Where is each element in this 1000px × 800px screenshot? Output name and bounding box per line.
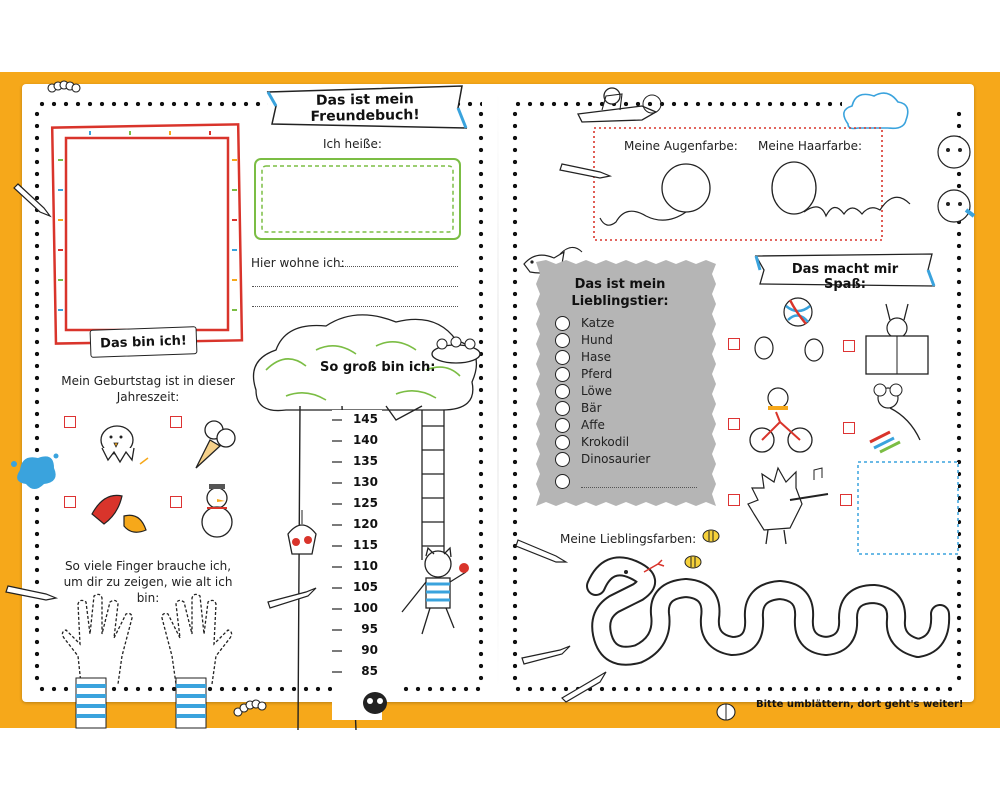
hedgehog-flute-icon — [744, 464, 840, 550]
height-tick-marks — [330, 412, 344, 712]
reading-rabbit-icon — [862, 300, 932, 380]
fun-title: Das macht mir Spaß: — [791, 262, 899, 292]
animal-checkbox[interactable] — [555, 333, 570, 348]
right-page-left-dots — [512, 108, 518, 686]
basket-icon — [284, 510, 324, 560]
animal-label: Dinosaurier — [581, 452, 651, 466]
striped-sleeves — [72, 676, 232, 728]
caterpillar-icon-top — [46, 76, 80, 96]
pencil-icon-middle — [266, 586, 318, 610]
address-line-2[interactable] — [252, 286, 458, 287]
cat-climbing-icon — [396, 548, 476, 638]
height-tick: 125 — [352, 496, 378, 510]
name-field-frame[interactable] — [252, 156, 464, 242]
owl-eyes-icon — [360, 688, 390, 718]
snowman-icon — [195, 478, 240, 542]
animal-label: Hase — [581, 350, 612, 364]
season-checkbox-autumn[interactable] — [64, 496, 76, 508]
height-tick: 100 — [352, 601, 378, 615]
season-checkbox-winter[interactable] — [170, 496, 182, 508]
animal-label: Katze — [581, 316, 615, 330]
pencil-icon-right-2 — [516, 536, 568, 566]
fun-checkbox-empty[interactable] — [840, 494, 852, 506]
autumn-leaves-icon — [84, 484, 154, 544]
snake-coloring-icon[interactable] — [578, 554, 958, 670]
favorite-colors-label: Meine Lieblingsfarben: — [560, 532, 697, 546]
cycling-frog-icon — [748, 386, 818, 456]
fingers-label: So viele Finger brauche ich, um dir zu zeigen, wie alt ich bin: — [63, 559, 233, 605]
fun-checkbox-reading[interactable] — [843, 340, 855, 352]
footer-note: Bitte umblättern, dort geht's weiter! — [756, 699, 964, 710]
animal-label: Pferd — [581, 367, 613, 381]
height-tick: 135 — [352, 454, 378, 468]
height-tick: 120 — [352, 517, 378, 531]
animal-checkbox[interactable] — [555, 316, 570, 331]
kids-faces-icon — [930, 124, 974, 234]
chick-icon — [92, 418, 152, 473]
animal-label: Hund — [581, 333, 613, 347]
season-checkbox-summer[interactable] — [170, 416, 182, 428]
ladybug-icon — [712, 700, 740, 724]
height-tick: 115 — [352, 538, 378, 552]
rope-ladder — [418, 410, 448, 560]
animal-checkbox[interactable] — [555, 418, 570, 433]
hair-color-balloon[interactable] — [770, 158, 920, 232]
fun-checkbox-music[interactable] — [728, 494, 740, 506]
ice-cream-icon — [188, 418, 243, 473]
height-tick: 145 — [352, 412, 378, 426]
photo-frame — [50, 120, 245, 350]
pencil-icon-right-4 — [560, 668, 610, 702]
birthday-label: Mein Geburtstag ist in dieser Jahreszeit: — [61, 374, 235, 404]
pencil-icon-left-2 — [6, 580, 58, 604]
left-page-top-dots — [36, 101, 268, 107]
animal-checkbox[interactable] — [555, 435, 570, 450]
name-label: Ich heiße: — [323, 137, 382, 151]
pencil-icon-left — [14, 178, 54, 218]
pencil-icon-right-1 — [560, 160, 612, 184]
animal-checkbox[interactable] — [555, 367, 570, 382]
animal-checkbox[interactable] — [555, 452, 570, 467]
pencil-icon-right-3 — [520, 644, 572, 668]
right-page-top-dots — [512, 101, 842, 107]
left-hand-outline — [56, 592, 146, 688]
animal-label: Krokodil — [581, 435, 630, 449]
ink-splash-icon — [10, 448, 60, 494]
fun-checkbox-painting[interactable] — [843, 422, 855, 434]
ball-game-icon — [740, 290, 840, 368]
fun-checkbox-cycling[interactable] — [728, 418, 740, 430]
height-tick: 130 — [352, 475, 378, 489]
page-fold — [497, 90, 499, 690]
animal-other-line[interactable] — [581, 487, 697, 488]
animal-label: Affe — [581, 418, 605, 432]
painting-mouse-icon — [860, 384, 940, 454]
height-tick: 105 — [352, 580, 378, 594]
title-banner: Das ist mein Freundebuch! — [310, 91, 420, 125]
animal-label: Löwe — [581, 384, 613, 398]
hair-color-label: Meine Haarfarbe: — [758, 139, 863, 153]
height-tick: 85 — [361, 664, 378, 678]
height-tick: 95 — [361, 622, 378, 636]
animal-checkbox[interactable] — [555, 350, 570, 365]
caterpillar-icon-bottom — [232, 696, 266, 720]
height-label: So groß bin ich: — [320, 360, 436, 375]
address-label: Hier wohne ich: — [251, 256, 345, 270]
bee-icon-1 — [700, 524, 722, 544]
eye-color-balloon[interactable] — [596, 160, 736, 232]
address-line-3[interactable] — [252, 306, 458, 307]
height-tick: 110 — [352, 559, 378, 573]
animal-checkbox[interactable] — [555, 384, 570, 399]
animal-label: Bär — [581, 401, 602, 415]
eye-color-label: Meine Augenfarbe: — [624, 139, 738, 153]
address-line-1[interactable] — [340, 266, 458, 267]
photo-banner: Das bin ich! — [90, 326, 198, 358]
favorite-animal-title: Das ist mein Lieblingstier: — [571, 277, 669, 309]
animal-checkbox[interactable] — [555, 474, 570, 489]
bird-nest-icon — [428, 332, 488, 366]
empty-drawing-box[interactable] — [856, 460, 960, 556]
fun-checkbox-ladybug[interactable] — [728, 338, 740, 350]
right-hand-outline — [150, 592, 240, 688]
height-tick: 90 — [361, 643, 378, 657]
animal-checkbox[interactable] — [555, 401, 570, 416]
season-checkbox-spring[interactable] — [64, 416, 76, 428]
height-tick: 140 — [352, 433, 378, 447]
